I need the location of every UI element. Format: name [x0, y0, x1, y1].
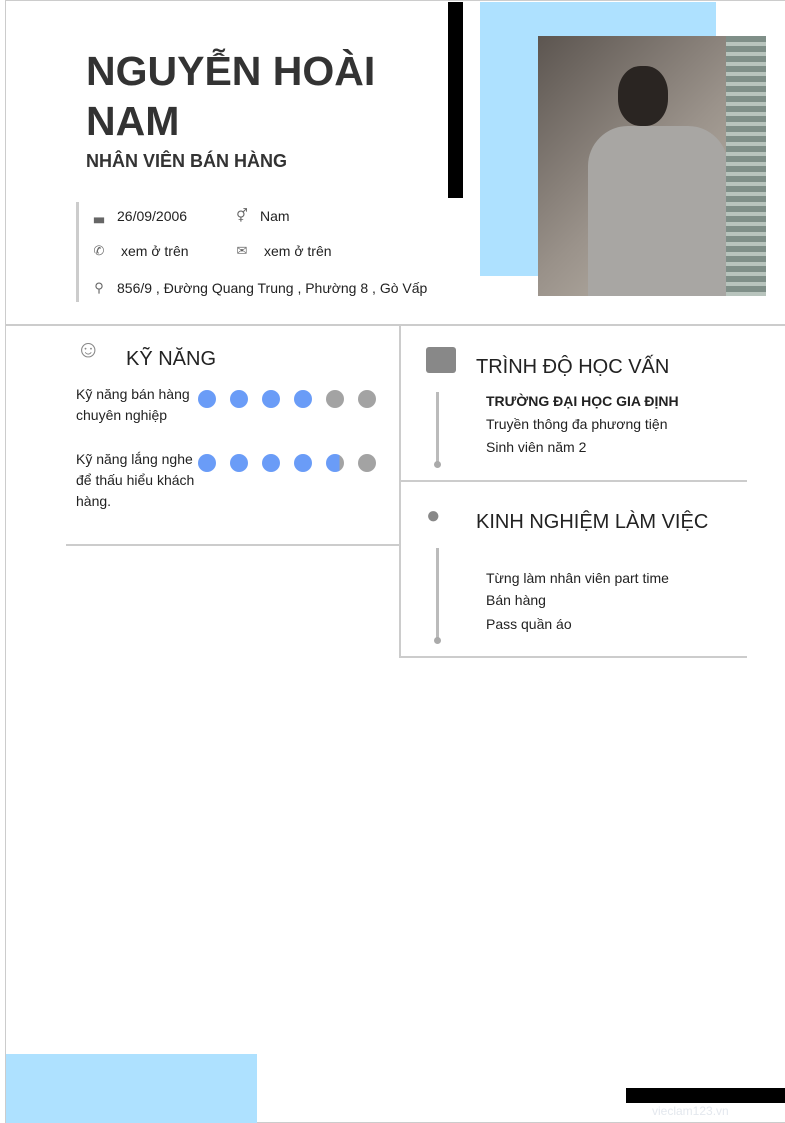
divider [6, 324, 785, 326]
timeline-line [436, 392, 439, 464]
rating-dot [358, 454, 376, 472]
phone: xem ở trên [121, 243, 189, 259]
divider [400, 480, 747, 482]
decor-black-footer [626, 1088, 785, 1103]
skill-rating [198, 454, 376, 472]
skill-rating [198, 390, 376, 408]
rating-dot [198, 454, 216, 472]
phone-icon: ✆ [93, 243, 105, 258]
job-title: NHÂN VIÊN BÁN HÀNG [86, 151, 288, 171]
address: 856/9 , Đường Quang Trung , Phường 8 , Gò Vấp [117, 280, 428, 296]
user-laptop-icon: ● [426, 502, 441, 529]
rating-dot [294, 390, 312, 408]
skills-title: KỸ NĂNG [126, 348, 217, 370]
experience-line: Bán hàng [486, 592, 546, 608]
rating-dot [326, 454, 344, 472]
experience-line: Pass quần áo [486, 616, 572, 632]
decor-blue-footer [6, 1054, 257, 1123]
rating-dot [262, 390, 280, 408]
rating-dot [358, 390, 376, 408]
experience-title: KINH NGHIỆM LÀM VIỆC [476, 511, 709, 533]
rating-dot [230, 454, 248, 472]
experience-line: Từng làm nhân viên part time [486, 570, 669, 586]
rating-dot [326, 390, 344, 408]
contact-info [76, 202, 456, 302]
school-name: TRƯỜNG ĐẠI HỌC GIA ĐỊNH [486, 393, 679, 409]
rating-dot [294, 454, 312, 472]
education-note: Sinh viên năm 2 [486, 439, 587, 455]
rating-dot [230, 390, 248, 408]
skill-name: Kỹ năng bán hàng chuyên nghiệp [76, 386, 190, 423]
major: Truyền thông đa phương tiện [486, 416, 668, 432]
email-icon: ✉ [236, 243, 248, 258]
head-lightbulb-icon: ☺ [76, 336, 101, 363]
education-title: TRÌNH ĐỘ HỌC VẤN [476, 356, 670, 378]
divider [400, 656, 747, 658]
column-divider [399, 326, 401, 658]
rating-dot [198, 390, 216, 408]
email: xem ở trên [264, 243, 332, 259]
watermark: vieclam123.vn [652, 1104, 729, 1118]
map-marker-icon: ⚲ [94, 280, 104, 295]
gender: Nam [260, 208, 290, 224]
rating-dot [262, 454, 280, 472]
timeline-line [436, 548, 439, 640]
birthday: 26/09/2006 [117, 208, 188, 224]
gender-icon: ⚥ [236, 208, 248, 223]
birthday-cake-icon: ▃ [94, 208, 104, 223]
briefcase-icon [426, 347, 456, 373]
profile-photo [538, 36, 766, 296]
decor-black-bar [448, 2, 463, 198]
skill-name: Kỹ năng lắng nghe để thấu hiểu khách hàng. [76, 451, 195, 509]
candidate-name: NGUYỄN HOÀI NAM [86, 48, 376, 144]
divider [66, 544, 400, 546]
